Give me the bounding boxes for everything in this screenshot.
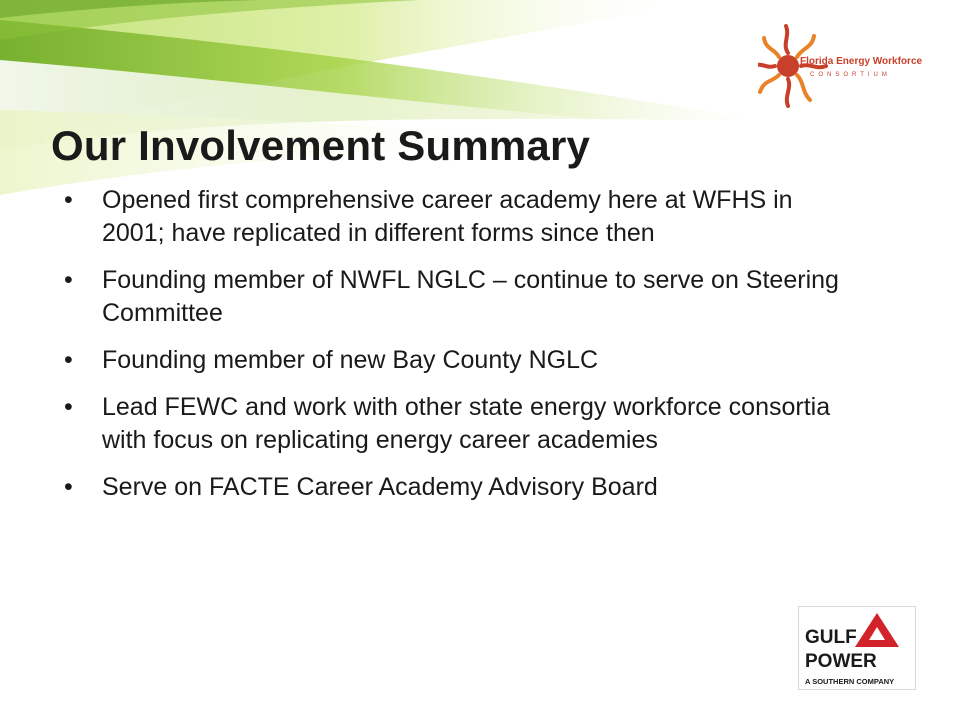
fewc-name: Florida Energy Workforce — [800, 56, 923, 67]
gulf-line1: GULF — [805, 627, 857, 648]
slide-title: Our Involvement Summary — [51, 122, 591, 169]
triangle-icon — [855, 613, 899, 647]
fewc-logo — [758, 20, 923, 112]
bullet-list — [64, 184, 844, 518]
gulf-line2: POWER — [805, 651, 877, 672]
bullet-dot: • — [64, 346, 73, 374]
bullet-text: Founding member of NWFL NGLC – continue to serve on Steering Committee — [102, 266, 839, 327]
bullet-text: Opened first comprehensive career academy here at WFHS in 2001; have replicated in different forms since then — [102, 186, 793, 247]
bullet-dot: • — [64, 393, 73, 421]
bullet-item — [64, 264, 844, 330]
bullet-text: Founding member of new Bay County NGLC — [102, 346, 599, 374]
bullet-dot: • — [64, 473, 73, 501]
bullet-dot: • — [64, 186, 73, 214]
bullet-text: Lead FEWC and work with other state energy workforce consortia with focus on replicating energy career academies — [102, 393, 831, 454]
fewc-subtitle: CONSORTIUM — [810, 72, 891, 78]
bullet-text: Serve on FACTE Career Academy Advisory Board — [102, 473, 658, 501]
bullet-item — [64, 471, 844, 504]
bullet-item — [64, 344, 844, 377]
gulf-line3: A SOUTHERN COMPANY — [805, 677, 895, 686]
bullet-dot: • — [64, 266, 73, 294]
gulf-power-logo — [798, 606, 916, 690]
bullet-item — [64, 184, 844, 250]
bullet-item — [64, 391, 844, 457]
